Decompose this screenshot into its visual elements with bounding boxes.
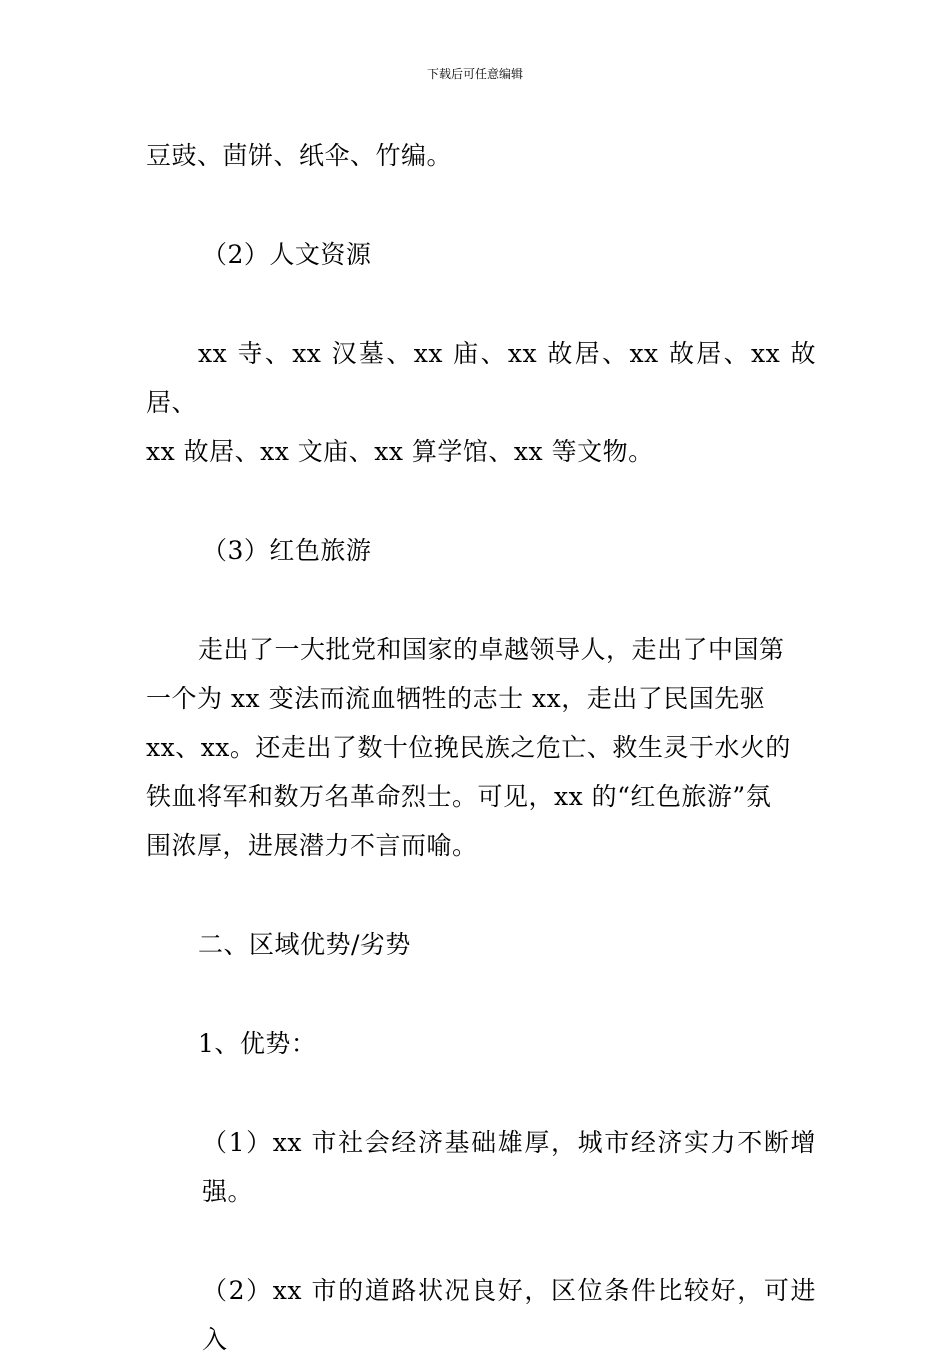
paragraph-gap (146, 279, 816, 329)
paragraph-gap (146, 180, 816, 230)
text-line: 铁血将军和数万名革命烈士。可见，xx 的“红色旅游”氛 (146, 782, 772, 811)
paragraph-red-tourism (146, 625, 816, 870)
page-header: 下载后可任意编辑 (426, 67, 523, 81)
subsection-heading-advantages: 1、优势： (198, 1029, 317, 1058)
section-heading-regional-advantages: 二、区域优势/劣势 (198, 930, 411, 959)
text-line: 围浓厚，进展潜力不言而喻。 (146, 831, 478, 860)
paragraph-advantage-2: （2）xx 市的道路状况良好，区位条件比较好，可进入 (202, 1276, 816, 1354)
paragraph-gap (146, 476, 816, 526)
paragraph-gap (146, 1068, 816, 1118)
paragraph-gap (146, 575, 816, 625)
paragraph-cultural-resources (146, 329, 816, 476)
paragraph-advantage-1: （1）xx 市社会经济基础雄厚，城市经济实力不断增强。 (202, 1128, 816, 1206)
section-heading-cultural-resources: （2）人文资源 (202, 240, 372, 269)
document-body (146, 131, 816, 1364)
text-line: 走出了一大批党和国家的卓越领导人，走出了中国第 (198, 635, 785, 664)
paragraph-gap (146, 1216, 816, 1266)
section-heading-red-tourism: （3）红色旅游 (202, 536, 372, 565)
text-line: 一个为 xx 变法而流血牺牲的志士 xx，走出了民国先驱 (146, 684, 766, 713)
text-line: xx 故居、xx 文庙、xx 算学馆、xx 等文物。 (146, 437, 654, 466)
text-line: xx、xx。还走出了数十位挽民族之危亡、救生灵于水火的 (146, 733, 791, 762)
paragraph-gap (146, 969, 816, 1019)
paragraph-gap (146, 870, 816, 920)
paragraph-products: 豆豉、茴饼、纸伞、竹编。 (146, 141, 453, 170)
text-line: xx 寺、xx 汉墓、xx 庙、xx 故居、xx 故居、xx 故居、 (146, 339, 816, 417)
